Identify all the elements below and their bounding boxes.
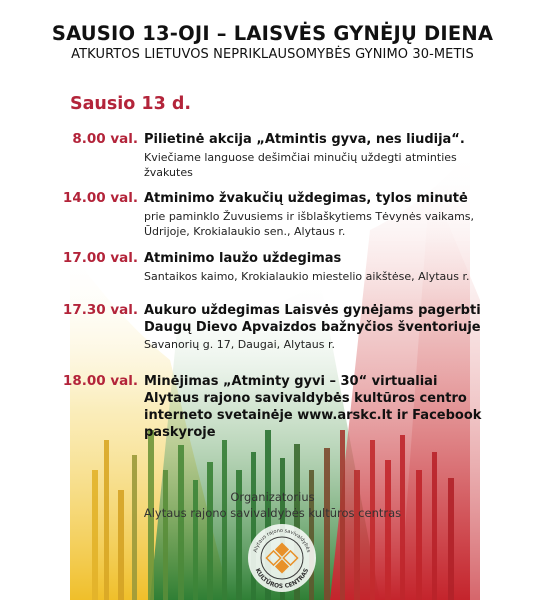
event-description-line: Ūdrijoje, Krokialaukio sen., Alytaus r. xyxy=(144,225,346,238)
event-description-line: Kviečiame languose dešimčiai minučių uždegti atminties xyxy=(144,151,457,164)
event-title-line: paskyroje xyxy=(144,425,216,440)
event-title-line: Minėjimas „Atminty gyvi – 30“ virtualiai xyxy=(144,374,438,389)
event-title xyxy=(144,373,481,441)
date-heading: Sausio 13 d. xyxy=(70,94,192,114)
event-title-line: Aukuro uždegimas Laisvės gynėjams pagerbti xyxy=(144,303,481,318)
event-title-line: interneto svetainėje www.arskc.lt ir Facebook xyxy=(144,408,482,423)
organizer-name: Alytaus rajono savivaldybės kultūros centras xyxy=(143,506,402,520)
event-description-line: žvakutes xyxy=(144,166,193,179)
event-title: Atminimo laužo uždegimas xyxy=(144,251,342,266)
event-description-line: Santaikos kaimo, Krokialaukio miestelio aikštėse, Alytaus r. xyxy=(144,270,470,283)
event-time: 17.00 val. xyxy=(62,250,138,266)
poster-subtitle: ATKURTOS LIETUVOS NEPRIKLAUSOMYBĖS GYNIMO 30-METIS xyxy=(71,47,474,62)
event-title xyxy=(144,302,481,336)
event-description-line: Savanorių g. 17, Daugai, Alytaus r. xyxy=(144,338,335,351)
logo-text-top: Alytaus rajono savivaldybės xyxy=(252,527,312,554)
event-time: 18.00 val. xyxy=(62,373,138,389)
organizer-label: Organizatorius xyxy=(230,490,315,504)
event-time: 14.00 val. xyxy=(62,190,138,206)
event-description xyxy=(144,337,484,352)
event-title: Atminimo žvakučių uždegimas, tylos minutė xyxy=(144,191,468,206)
logo-text-bottom: KULTŪROS CENTRAS xyxy=(253,567,311,591)
event-time: 17.30 val. xyxy=(62,302,138,318)
event-title-line: Alytaus rajono savivaldybės kultūros centro xyxy=(144,391,467,406)
culture-center-logo xyxy=(246,522,318,594)
event-time: 8.00 val. xyxy=(72,131,138,147)
event-description xyxy=(144,150,484,180)
event-title-line: Daugų Dievo Apvaizdos bažnyčios šventoriuje xyxy=(144,320,481,335)
event-description xyxy=(144,209,484,239)
poster-title: SAUSIO 13-OJI – LAISVĖS GYNĖJŲ DIENA xyxy=(51,22,494,45)
event-description-line: prie paminklo Žuvusiems ir išblaškytiems Tėvynės vaikams, xyxy=(144,210,475,223)
event-description xyxy=(144,269,484,284)
event-title: Pilietinė akcija „Atmintis gyva, nes liudija“. xyxy=(144,132,465,147)
